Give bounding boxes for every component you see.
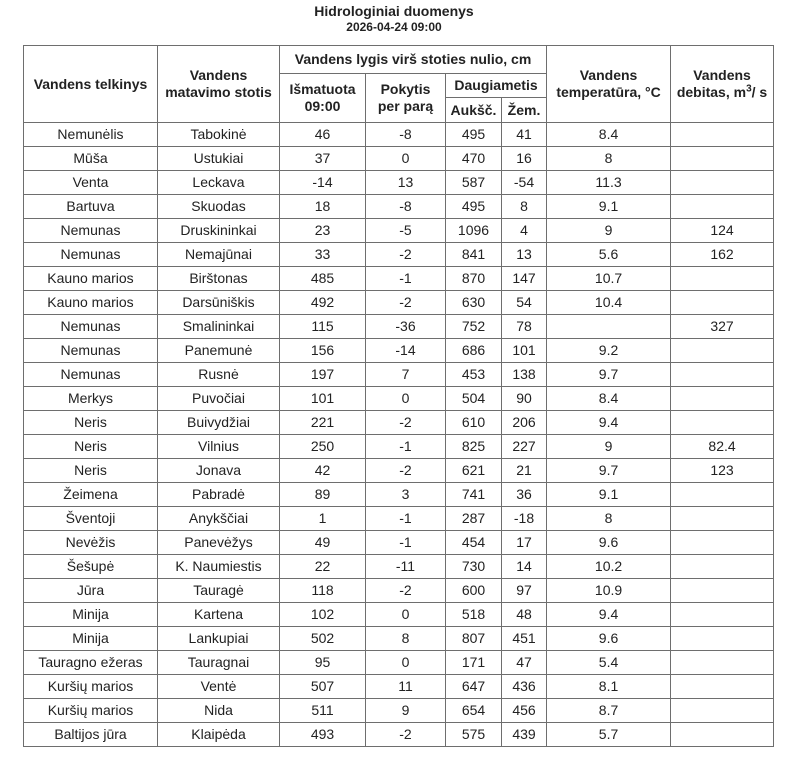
cell-longterm-high: 454 <box>446 531 502 555</box>
cell-measured: 492 <box>280 291 366 315</box>
cell-temperature: 9.1 <box>547 483 671 507</box>
cell-longterm-low: 21 <box>502 459 547 483</box>
table-row <box>24 483 774 507</box>
table-row <box>24 267 774 291</box>
cell-station: Ventė <box>158 675 280 699</box>
cell-measured: 89 <box>280 483 366 507</box>
cell-change: -1 <box>366 267 446 291</box>
cell-discharge: 162 <box>671 243 774 267</box>
cell-longterm-high: 610 <box>446 411 502 435</box>
cell-longterm-low: 101 <box>502 339 547 363</box>
cell-discharge <box>671 363 774 387</box>
cell-change: 8 <box>366 627 446 651</box>
cell-discharge <box>671 627 774 651</box>
cell-temperature: 8.1 <box>547 675 671 699</box>
cell-water-body: Mūša <box>24 147 158 171</box>
cell-measured: 46 <box>280 123 366 147</box>
table-row <box>24 243 774 267</box>
header-longterm: Daugiametis <box>446 74 547 98</box>
cell-longterm-high: 575 <box>446 723 502 747</box>
cell-measured: 23 <box>280 219 366 243</box>
cell-discharge <box>671 507 774 531</box>
table-row <box>24 315 774 339</box>
cell-water-body: Nemunas <box>24 339 158 363</box>
cell-longterm-high: 870 <box>446 267 502 291</box>
cell-water-body: Neris <box>24 411 158 435</box>
cell-longterm-high: 730 <box>446 555 502 579</box>
cell-temperature: 9.4 <box>547 411 671 435</box>
cell-temperature: 10.4 <box>547 291 671 315</box>
cell-longterm-low: 456 <box>502 699 547 723</box>
cell-longterm-high: 741 <box>446 483 502 507</box>
cell-temperature: 10.2 <box>547 555 671 579</box>
table-row <box>24 675 774 699</box>
cell-change: 13 <box>366 171 446 195</box>
cell-measured: 101 <box>280 387 366 411</box>
cell-discharge <box>671 123 774 147</box>
cell-temperature: 9 <box>547 435 671 459</box>
table-row <box>24 363 774 387</box>
cell-water-body: Kuršių marios <box>24 675 158 699</box>
cell-water-body: Bartuva <box>24 195 158 219</box>
cell-longterm-high: 504 <box>446 387 502 411</box>
cell-station: Panevėžys <box>158 531 280 555</box>
cell-longterm-high: 647 <box>446 675 502 699</box>
cell-water-body: Nevėžis <box>24 531 158 555</box>
cell-water-body: Kuršių marios <box>24 699 158 723</box>
cell-change: -2 <box>366 459 446 483</box>
cell-station: Jonava <box>158 459 280 483</box>
cell-temperature: 8 <box>547 507 671 531</box>
cell-longterm-high: 495 <box>446 195 502 219</box>
cell-longterm-low: 36 <box>502 483 547 507</box>
cell-longterm-low: 54 <box>502 291 547 315</box>
cell-longterm-high: 171 <box>446 651 502 675</box>
cell-measured: 42 <box>280 459 366 483</box>
cell-longterm-low: 78 <box>502 315 547 339</box>
table-row <box>24 123 774 147</box>
cell-temperature: 8.4 <box>547 123 671 147</box>
cell-measured: 250 <box>280 435 366 459</box>
cell-longterm-low: 227 <box>502 435 547 459</box>
cell-longterm-low: 16 <box>502 147 547 171</box>
cell-change: 0 <box>366 651 446 675</box>
table-row <box>24 627 774 651</box>
cell-change: -36 <box>366 315 446 339</box>
cell-measured: -14 <box>280 171 366 195</box>
cell-water-body: Baltijos jūra <box>24 723 158 747</box>
cell-temperature: 9.7 <box>547 459 671 483</box>
header-level-group: Vandens lygis virš stoties nulio, cm <box>280 46 547 74</box>
cell-longterm-high: 654 <box>446 699 502 723</box>
cell-temperature <box>547 315 671 339</box>
cell-change: 7 <box>366 363 446 387</box>
cell-change: 0 <box>366 387 446 411</box>
cell-measured: 221 <box>280 411 366 435</box>
table-row <box>24 555 774 579</box>
cell-temperature: 9.6 <box>547 531 671 555</box>
cell-longterm-high: 752 <box>446 315 502 339</box>
cell-measured: 511 <box>280 699 366 723</box>
table-row <box>24 339 774 363</box>
cell-discharge: 123 <box>671 459 774 483</box>
cell-measured: 115 <box>280 315 366 339</box>
cell-discharge <box>671 699 774 723</box>
cell-discharge <box>671 675 774 699</box>
cell-longterm-high: 841 <box>446 243 502 267</box>
cell-longterm-high: 807 <box>446 627 502 651</box>
cell-water-body: Šventoji <box>24 507 158 531</box>
cell-temperature: 5.7 <box>547 723 671 747</box>
cell-water-body: Minija <box>24 603 158 627</box>
table-row <box>24 147 774 171</box>
header-temperature: Vandens temperatūra, °C <box>547 46 671 123</box>
cell-longterm-low: 47 <box>502 651 547 675</box>
cell-longterm-low: 4 <box>502 219 547 243</box>
cell-measured: 493 <box>280 723 366 747</box>
cell-station: Nida <box>158 699 280 723</box>
cell-longterm-high: 287 <box>446 507 502 531</box>
cell-water-body: Merkys <box>24 387 158 411</box>
cell-water-body: Kauno marios <box>24 267 158 291</box>
cell-temperature: 11.3 <box>547 171 671 195</box>
cell-longterm-low: 97 <box>502 579 547 603</box>
cell-change: -14 <box>366 339 446 363</box>
cell-temperature: 5.6 <box>547 243 671 267</box>
cell-water-body: Kauno marios <box>24 291 158 315</box>
cell-water-body: Neris <box>24 459 158 483</box>
cell-longterm-high: 470 <box>446 147 502 171</box>
cell-longterm-low: 48 <box>502 603 547 627</box>
cell-station: Tauragnai <box>158 651 280 675</box>
cell-station: Skuodas <box>158 195 280 219</box>
cell-longterm-high: 495 <box>446 123 502 147</box>
cell-temperature: 5.4 <box>547 651 671 675</box>
cell-change: -2 <box>366 579 446 603</box>
hydrology-table <box>23 45 774 747</box>
cell-longterm-low: 13 <box>502 243 547 267</box>
header-change: Pokytis per parą <box>366 74 446 123</box>
cell-temperature: 9.7 <box>547 363 671 387</box>
table-row <box>24 387 774 411</box>
cell-change: 3 <box>366 483 446 507</box>
cell-temperature: 8 <box>547 147 671 171</box>
cell-water-body: Šešupė <box>24 555 158 579</box>
cell-measured: 18 <box>280 195 366 219</box>
cell-station: Nemajūnai <box>158 243 280 267</box>
table-row <box>24 651 774 675</box>
cell-measured: 502 <box>280 627 366 651</box>
cell-water-body: Nemunas <box>24 219 158 243</box>
cell-temperature: 9.2 <box>547 339 671 363</box>
cell-measured: 197 <box>280 363 366 387</box>
cell-station: Ustukiai <box>158 147 280 171</box>
cell-water-body: Minija <box>24 627 158 651</box>
table-row <box>24 195 774 219</box>
cell-station: Tauragė <box>158 579 280 603</box>
table-row <box>24 531 774 555</box>
cell-discharge <box>671 555 774 579</box>
cell-temperature: 9.4 <box>547 603 671 627</box>
cell-longterm-high: 630 <box>446 291 502 315</box>
cell-discharge <box>671 195 774 219</box>
cell-longterm-high: 587 <box>446 171 502 195</box>
cell-discharge: 124 <box>671 219 774 243</box>
table-row <box>24 411 774 435</box>
cell-longterm-low: 436 <box>502 675 547 699</box>
cell-change: -1 <box>366 531 446 555</box>
cell-station: Rusnė <box>158 363 280 387</box>
cell-temperature: 9 <box>547 219 671 243</box>
cell-longterm-low: -54 <box>502 171 547 195</box>
cell-longterm-low: 41 <box>502 123 547 147</box>
header-high: Aukšč. <box>446 98 502 123</box>
cell-water-body: Žeimena <box>24 483 158 507</box>
table-row <box>24 723 774 747</box>
cell-measured: 49 <box>280 531 366 555</box>
cell-longterm-low: 451 <box>502 627 547 651</box>
cell-water-body: Tauragno ežeras <box>24 651 158 675</box>
cell-longterm-low: -18 <box>502 507 547 531</box>
cell-water-body: Nemunas <box>24 243 158 267</box>
cell-longterm-high: 600 <box>446 579 502 603</box>
cell-discharge <box>671 723 774 747</box>
cell-change: -2 <box>366 291 446 315</box>
cell-station: Tabokinė <box>158 123 280 147</box>
report-date: 2026-04-24 09:00 <box>346 20 442 34</box>
header-low: Žem. <box>502 98 547 123</box>
cell-temperature: 10.9 <box>547 579 671 603</box>
header-discharge-sup: 3 <box>746 83 752 95</box>
cell-measured: 485 <box>280 267 366 291</box>
cell-measured: 33 <box>280 243 366 267</box>
page-title: Hidrologiniai duomenys <box>314 3 474 19</box>
table-row <box>24 171 774 195</box>
cell-change: 11 <box>366 675 446 699</box>
cell-measured: 37 <box>280 147 366 171</box>
table-row <box>24 603 774 627</box>
cell-measured: 95 <box>280 651 366 675</box>
header-discharge-suffix: / s <box>751 84 768 100</box>
header-station: Vandens matavimo stotis <box>158 46 280 123</box>
cell-measured: 156 <box>280 339 366 363</box>
cell-station: Leckava <box>158 171 280 195</box>
cell-discharge <box>671 411 774 435</box>
table-body <box>24 123 774 747</box>
cell-longterm-high: 518 <box>446 603 502 627</box>
cell-water-body: Jūra <box>24 579 158 603</box>
cell-change: -5 <box>366 219 446 243</box>
cell-discharge <box>671 603 774 627</box>
cell-measured: 118 <box>280 579 366 603</box>
cell-station: Pabradė <box>158 483 280 507</box>
cell-discharge <box>671 339 774 363</box>
cell-change: -8 <box>366 123 446 147</box>
cell-station: Panemunė <box>158 339 280 363</box>
cell-change: -2 <box>366 411 446 435</box>
cell-discharge: 327 <box>671 315 774 339</box>
table-row <box>24 507 774 531</box>
table-row <box>24 459 774 483</box>
header-water-body: Vandens telkinys <box>24 46 158 123</box>
cell-water-body: Nemunėlis <box>24 123 158 147</box>
cell-station: Buivydžiai <box>158 411 280 435</box>
cell-measured: 1 <box>280 507 366 531</box>
cell-station: Druskininkai <box>158 219 280 243</box>
header-measured: Išmatuota 09:00 <box>280 74 366 123</box>
cell-change: 0 <box>366 603 446 627</box>
cell-longterm-low: 14 <box>502 555 547 579</box>
cell-measured: 507 <box>280 675 366 699</box>
cell-longterm-low: 206 <box>502 411 547 435</box>
table-row <box>24 291 774 315</box>
cell-station: Anykščiai <box>158 507 280 531</box>
cell-measured: 22 <box>280 555 366 579</box>
cell-station: K. Naumiestis <box>158 555 280 579</box>
cell-discharge <box>671 147 774 171</box>
header-discharge <box>671 46 774 123</box>
cell-station: Puvočiai <box>158 387 280 411</box>
table-row <box>24 579 774 603</box>
cell-station: Birštonas <box>158 267 280 291</box>
cell-longterm-low: 8 <box>502 195 547 219</box>
cell-change: -11 <box>366 555 446 579</box>
cell-longterm-low: 439 <box>502 723 547 747</box>
cell-longterm-low: 90 <box>502 387 547 411</box>
cell-measured: 102 <box>280 603 366 627</box>
cell-longterm-low: 138 <box>502 363 547 387</box>
cell-water-body: Nemunas <box>24 315 158 339</box>
cell-discharge <box>671 171 774 195</box>
table-row <box>24 435 774 459</box>
cell-longterm-high: 825 <box>446 435 502 459</box>
cell-temperature: 8.4 <box>547 387 671 411</box>
cell-discharge <box>671 291 774 315</box>
cell-discharge <box>671 579 774 603</box>
cell-water-body: Venta <box>24 171 158 195</box>
cell-water-body: Neris <box>24 435 158 459</box>
cell-temperature: 9.6 <box>547 627 671 651</box>
cell-change: 9 <box>366 699 446 723</box>
cell-change: -1 <box>366 435 446 459</box>
cell-discharge: 82.4 <box>671 435 774 459</box>
cell-station: Smalininkai <box>158 315 280 339</box>
cell-water-body: Nemunas <box>24 363 158 387</box>
cell-temperature: 9.1 <box>547 195 671 219</box>
cell-station: Kartena <box>158 603 280 627</box>
cell-longterm-high: 621 <box>446 459 502 483</box>
cell-longterm-high: 686 <box>446 339 502 363</box>
cell-discharge <box>671 267 774 291</box>
cell-change: -1 <box>366 507 446 531</box>
cell-station: Darsūniškis <box>158 291 280 315</box>
cell-station: Vilnius <box>158 435 280 459</box>
table-row <box>24 699 774 723</box>
cell-change: -2 <box>366 723 446 747</box>
cell-longterm-low: 17 <box>502 531 547 555</box>
cell-change: -2 <box>366 243 446 267</box>
cell-station: Klaipėda <box>158 723 280 747</box>
cell-discharge <box>671 651 774 675</box>
cell-discharge <box>671 531 774 555</box>
table-row <box>24 219 774 243</box>
cell-temperature: 8.7 <box>547 699 671 723</box>
cell-change: 0 <box>366 147 446 171</box>
cell-longterm-high: 1096 <box>446 219 502 243</box>
cell-discharge <box>671 483 774 507</box>
cell-temperature: 10.7 <box>547 267 671 291</box>
cell-change: -8 <box>366 195 446 219</box>
header-discharge-prefix: Vandens debitas, m <box>676 67 751 100</box>
cell-station: Lankupiai <box>158 627 280 651</box>
cell-longterm-low: 147 <box>502 267 547 291</box>
cell-discharge <box>671 387 774 411</box>
cell-longterm-high: 453 <box>446 363 502 387</box>
